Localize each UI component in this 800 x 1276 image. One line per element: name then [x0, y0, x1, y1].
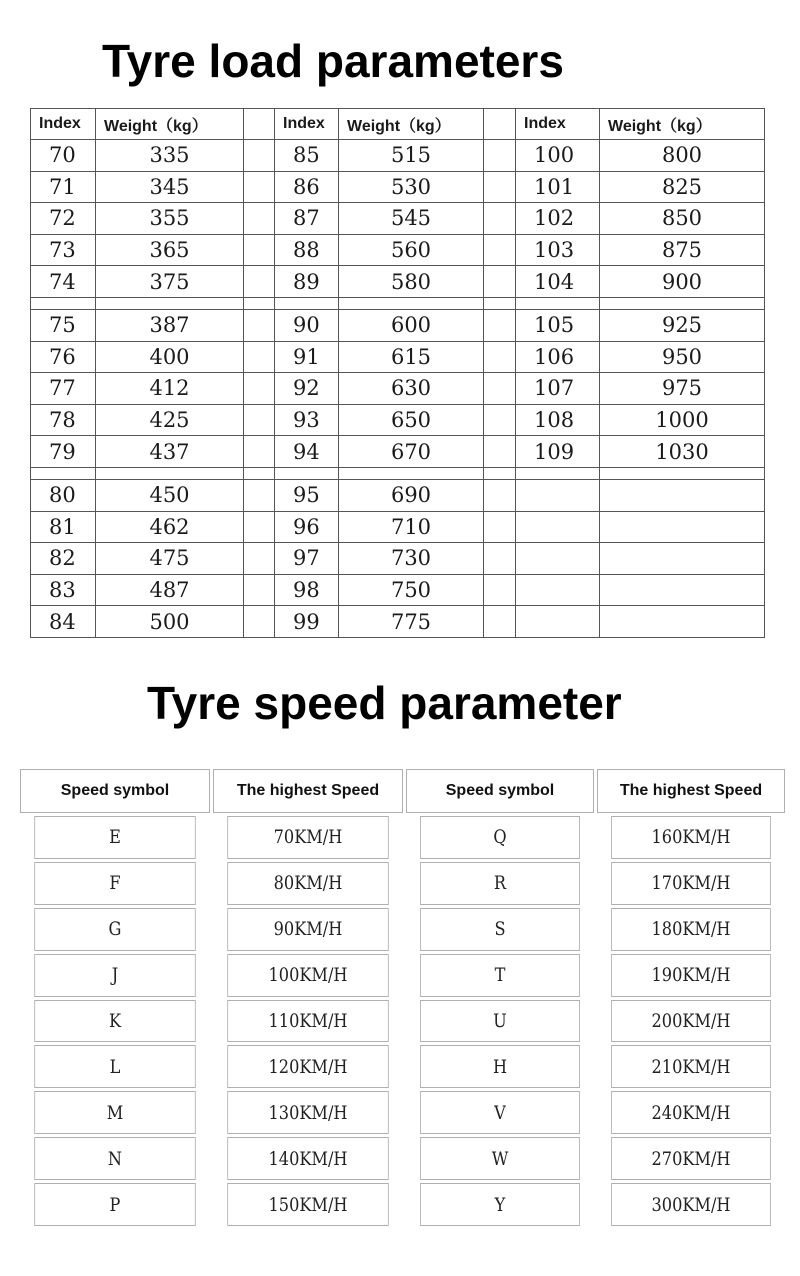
load-index-cell: 88 — [275, 234, 339, 266]
speed-symbol-cell: U — [420, 1000, 580, 1043]
speed-symbol-cell: S — [420, 908, 580, 951]
spacer-cell — [484, 373, 516, 405]
load-weight-cell: 710 — [339, 511, 484, 543]
spacer-cell — [244, 266, 275, 298]
highest-speed-cell: 200KM/H — [611, 1000, 771, 1043]
load-index-table — [30, 108, 765, 638]
table-row — [31, 373, 765, 405]
gap-cell — [516, 467, 600, 479]
spacer-cell — [244, 234, 275, 266]
table-row — [31, 140, 765, 172]
speed-symbol-cell: R — [420, 862, 580, 905]
highest-speed-cell: 210KM/H — [611, 1045, 771, 1088]
table-row — [31, 436, 765, 468]
load-weight-cell: 425 — [96, 404, 244, 436]
spacer-cell — [484, 310, 516, 342]
load-index-cell: 95 — [275, 480, 339, 512]
header-index-2: Index — [275, 109, 339, 140]
gap-cell — [96, 297, 244, 309]
speed-symbol-cell: E — [34, 816, 196, 859]
highest-speed-cell: 150KM/H — [227, 1183, 389, 1226]
load-index-cell: 109 — [516, 436, 600, 468]
speed-symbol-cell: H — [420, 1045, 580, 1088]
group-gap-row — [31, 467, 765, 479]
header-highest-speed-2: The highest Speed — [597, 769, 785, 813]
gap-cell — [600, 467, 765, 479]
load-weight-cell: 775 — [339, 606, 484, 638]
load-index-cell: 106 — [516, 341, 600, 373]
gap-cell — [275, 297, 339, 309]
speed-symbol-cell: W — [420, 1137, 580, 1180]
spacer-cell — [484, 543, 516, 575]
load-weight-cell: 950 — [600, 341, 765, 373]
load-index-cell: 87 — [275, 203, 339, 235]
highest-speed-cell: 240KM/H — [611, 1091, 771, 1134]
spacer-cell — [484, 140, 516, 172]
table-row — [31, 341, 765, 373]
load-weight-cell: 875 — [600, 234, 765, 266]
load-index-cell — [516, 480, 600, 512]
load-index-cell: 71 — [31, 171, 96, 203]
gap-cell — [31, 297, 96, 309]
load-index-cell: 98 — [275, 574, 339, 606]
spacer-cell — [484, 511, 516, 543]
header-highest-speed-1: The highest Speed — [213, 769, 403, 813]
load-index-cell — [516, 574, 600, 606]
spacer-cell — [244, 310, 275, 342]
speed-symbol-table — [17, 766, 788, 1229]
load-index-cell — [516, 606, 600, 638]
spacer-cell — [484, 480, 516, 512]
header-spacer-2 — [484, 109, 516, 140]
header-weight-1: Weight（kg） — [96, 109, 244, 140]
table-row — [31, 310, 765, 342]
header-spacer-1 — [244, 109, 275, 140]
highest-speed-cell: 130KM/H — [227, 1091, 389, 1134]
spacer-cell — [484, 234, 516, 266]
speed-symbol-cell: K — [34, 1000, 196, 1043]
load-weight-cell: 630 — [339, 373, 484, 405]
load-index-cell: 86 — [275, 171, 339, 203]
table-row — [31, 574, 765, 606]
highest-speed-cell: 90KM/H — [227, 908, 389, 951]
spacer-cell — [484, 574, 516, 606]
gap-cell — [244, 297, 275, 309]
highest-speed-cell: 70KM/H — [227, 816, 389, 859]
load-weight-cell: 900 — [600, 266, 765, 298]
spacer-cell — [244, 140, 275, 172]
load-index-cell: 102 — [516, 203, 600, 235]
load-index-cell: 108 — [516, 404, 600, 436]
table-row — [20, 1091, 785, 1134]
highest-speed-cell: 120KM/H — [227, 1045, 389, 1088]
speed-table-title: Tyre speed parameter — [147, 677, 622, 729]
load-index-cell: 83 — [31, 574, 96, 606]
load-weight-cell: 412 — [96, 373, 244, 405]
highest-speed-cell: 180KM/H — [611, 908, 771, 951]
load-index-cell: 91 — [275, 341, 339, 373]
load-weight-cell: 800 — [600, 140, 765, 172]
gap-cell — [96, 467, 244, 479]
load-index-cell: 94 — [275, 436, 339, 468]
gap-cell — [339, 467, 484, 479]
load-weight-cell: 487 — [96, 574, 244, 606]
spacer-cell — [244, 404, 275, 436]
table-row — [20, 816, 785, 859]
load-weight-cell — [600, 606, 765, 638]
speed-symbol-cell: Q — [420, 816, 580, 859]
load-index-cell: 80 — [31, 480, 96, 512]
load-weight-cell: 730 — [339, 543, 484, 575]
load-weight-cell: 925 — [600, 310, 765, 342]
spacer-cell — [484, 436, 516, 468]
table-row — [20, 862, 785, 905]
load-weight-cell: 1030 — [600, 436, 765, 468]
spacer-cell — [484, 203, 516, 235]
table-row — [20, 1000, 785, 1043]
spacer-cell — [244, 373, 275, 405]
table-row — [31, 203, 765, 235]
load-weight-cell: 600 — [339, 310, 484, 342]
header-weight-2: Weight（kg） — [339, 109, 484, 140]
speed-symbol-cell: P — [34, 1183, 196, 1226]
gap-cell — [484, 297, 516, 309]
spacer-cell — [484, 171, 516, 203]
load-weight-cell: 615 — [339, 341, 484, 373]
speed-symbol-cell: Y — [420, 1183, 580, 1226]
load-index-cell: 103 — [516, 234, 600, 266]
spacer-cell — [244, 203, 275, 235]
table-row — [31, 511, 765, 543]
load-index-cell: 105 — [516, 310, 600, 342]
load-index-cell — [516, 511, 600, 543]
header-speed-symbol-1: Speed symbol — [20, 769, 210, 813]
gap-cell — [275, 467, 339, 479]
highest-speed-cell: 170KM/H — [611, 862, 771, 905]
load-weight-cell: 375 — [96, 266, 244, 298]
load-index-cell: 74 — [31, 266, 96, 298]
load-header-row — [31, 109, 765, 140]
load-weight-cell: 345 — [96, 171, 244, 203]
highest-speed-cell: 140KM/H — [227, 1137, 389, 1180]
speed-symbol-cell: J — [34, 954, 196, 997]
group-gap-row — [31, 297, 765, 309]
header-index-3: Index — [516, 109, 600, 140]
load-weight-cell: 650 — [339, 404, 484, 436]
spacer-cell — [244, 341, 275, 373]
load-index-cell: 70 — [31, 140, 96, 172]
load-weight-cell: 750 — [339, 574, 484, 606]
load-index-cell: 84 — [31, 606, 96, 638]
table-row — [31, 234, 765, 266]
table-row — [20, 1045, 785, 1088]
spacer-cell — [244, 436, 275, 468]
load-weight-cell: 580 — [339, 266, 484, 298]
table-row — [31, 606, 765, 638]
load-weight-cell: 355 — [96, 203, 244, 235]
load-weight-cell — [600, 511, 765, 543]
header-speed-symbol-2: Speed symbol — [406, 769, 594, 813]
load-weight-cell: 825 — [600, 171, 765, 203]
load-index-cell: 73 — [31, 234, 96, 266]
load-index-cell: 100 — [516, 140, 600, 172]
table-row — [31, 480, 765, 512]
load-weight-cell: 545 — [339, 203, 484, 235]
load-weight-cell: 387 — [96, 310, 244, 342]
load-weight-cell — [600, 574, 765, 606]
header-weight-3: Weight（kg） — [600, 109, 765, 140]
speed-header-row — [20, 769, 785, 813]
spacer-cell — [244, 543, 275, 575]
load-index-cell: 81 — [31, 511, 96, 543]
spacer-cell — [244, 511, 275, 543]
load-weight-cell: 365 — [96, 234, 244, 266]
highest-speed-cell: 100KM/H — [227, 954, 389, 997]
load-index-cell: 90 — [275, 310, 339, 342]
spacer-cell — [484, 606, 516, 638]
gap-cell — [339, 297, 484, 309]
speed-symbol-cell: V — [420, 1091, 580, 1134]
table-row — [31, 543, 765, 575]
load-index-cell: 97 — [275, 543, 339, 575]
highest-speed-cell: 110KM/H — [227, 1000, 389, 1043]
speed-symbol-cell: T — [420, 954, 580, 997]
highest-speed-cell: 270KM/H — [611, 1137, 771, 1180]
speed-symbol-cell: N — [34, 1137, 196, 1180]
spacer-cell — [484, 404, 516, 436]
load-weight-cell: 975 — [600, 373, 765, 405]
load-index-cell: 107 — [516, 373, 600, 405]
load-index-cell: 77 — [31, 373, 96, 405]
load-index-cell: 79 — [31, 436, 96, 468]
table-row — [20, 1183, 785, 1226]
highest-speed-cell: 80KM/H — [227, 862, 389, 905]
spacer-cell — [244, 171, 275, 203]
load-weight-cell: 530 — [339, 171, 484, 203]
spacer-cell — [244, 606, 275, 638]
load-index-cell: 104 — [516, 266, 600, 298]
header-index-1: Index — [31, 109, 96, 140]
load-weight-cell: 1000 — [600, 404, 765, 436]
spacer-cell — [244, 480, 275, 512]
load-index-cell: 75 — [31, 310, 96, 342]
speed-symbol-cell: M — [34, 1091, 196, 1134]
load-index-cell: 99 — [275, 606, 339, 638]
load-weight-cell: 515 — [339, 140, 484, 172]
load-index-cell: 89 — [275, 266, 339, 298]
load-table-title: Tyre load parameters — [102, 35, 564, 87]
load-index-cell: 85 — [275, 140, 339, 172]
table-row — [20, 954, 785, 997]
gap-cell — [516, 297, 600, 309]
table-row — [20, 1137, 785, 1180]
load-weight-cell — [600, 543, 765, 575]
load-weight-cell: 690 — [339, 480, 484, 512]
table-row — [20, 908, 785, 951]
load-index-cell: 76 — [31, 341, 96, 373]
load-weight-cell: 670 — [339, 436, 484, 468]
table-row — [31, 266, 765, 298]
load-index-cell: 78 — [31, 404, 96, 436]
load-weight-cell: 462 — [96, 511, 244, 543]
gap-cell — [600, 297, 765, 309]
gap-cell — [31, 467, 96, 479]
load-index-cell: 96 — [275, 511, 339, 543]
load-index-cell: 92 — [275, 373, 339, 405]
highest-speed-cell: 190KM/H — [611, 954, 771, 997]
load-weight-cell: 850 — [600, 203, 765, 235]
load-index-cell: 82 — [31, 543, 96, 575]
load-weight-cell: 437 — [96, 436, 244, 468]
table-row — [31, 171, 765, 203]
gap-cell — [484, 467, 516, 479]
highest-speed-cell: 160KM/H — [611, 816, 771, 859]
load-weight-cell: 400 — [96, 341, 244, 373]
load-weight-cell — [600, 480, 765, 512]
speed-symbol-cell: L — [34, 1045, 196, 1088]
load-index-cell: 101 — [516, 171, 600, 203]
speed-symbol-cell: F — [34, 862, 196, 905]
spacer-cell — [484, 266, 516, 298]
spacer-cell — [484, 341, 516, 373]
load-weight-cell: 500 — [96, 606, 244, 638]
load-weight-cell: 335 — [96, 140, 244, 172]
gap-cell — [244, 467, 275, 479]
speed-symbol-cell: G — [34, 908, 196, 951]
load-weight-cell: 450 — [96, 480, 244, 512]
table-row — [31, 404, 765, 436]
highest-speed-cell: 300KM/H — [611, 1183, 771, 1226]
load-index-cell: 93 — [275, 404, 339, 436]
load-index-cell: 72 — [31, 203, 96, 235]
load-weight-cell: 560 — [339, 234, 484, 266]
load-weight-cell: 475 — [96, 543, 244, 575]
spacer-cell — [244, 574, 275, 606]
load-index-cell — [516, 543, 600, 575]
